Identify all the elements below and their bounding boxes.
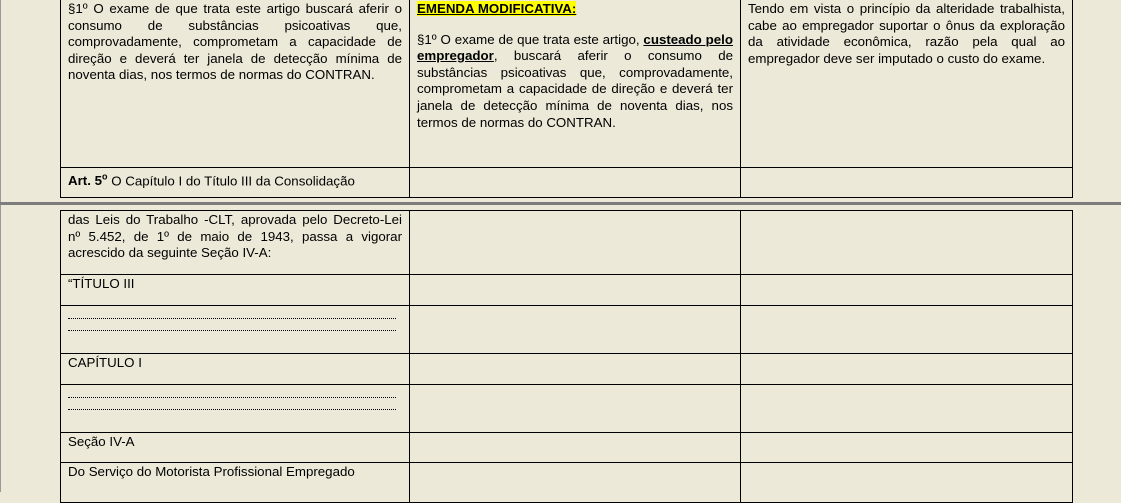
table-row (61, 433, 1073, 463)
empty-cell (410, 211, 741, 275)
empty-cell (741, 463, 1073, 503)
section-title-cell: Do Serviço do Motorista Profissional Empregado (61, 463, 410, 503)
table-row (61, 385, 1073, 433)
empty-cell (741, 433, 1073, 463)
empty-cell (741, 306, 1073, 354)
dotted-line (68, 386, 396, 398)
table-row (61, 211, 1073, 275)
original-text-cell (61, 0, 410, 167)
empty-cell (410, 275, 741, 306)
table-row (61, 354, 1073, 385)
original-paragraph: §1º O exame de que trata este artigo buscará aferir o consumo de substâncias psicoativas que, comprovadamente, comprometam a capacidade de direção e deverá ter janela de detecção mínima de noventa dias, nos termos de normas do CONTRAN. (68, 1, 402, 83)
table-row (61, 0, 1073, 167)
empty-cell (410, 306, 741, 354)
amendment-paragraph: §1º O exame de que trata este artigo, custeado pelo empregador, buscará aferir o consumo de substâncias psicoativas que, comprovadamente, comprometam a capacidade de direção e deverá ter janela de detecção mínima de noventa dias, nos termos de normas do CONTRAN. (417, 31, 733, 130)
article-continuation-cell: das Leis do Trabalho -CLT, aprovada pelo Decreto-Lei nº 5.452, de 1º de maio de 1943, passa a vigorar acrescido da seguinte Seção IV-A: (61, 211, 410, 275)
amendment-heading: EMENDA MODIFICATIVA: (417, 1, 577, 16)
chapter-heading-cell: CAPÍTULO I (61, 354, 410, 385)
empty-cell (410, 433, 741, 463)
article-cell (61, 167, 410, 197)
empty-cell (741, 211, 1073, 275)
article-text: O Capítulo I do Título III da Consolidação (107, 172, 355, 188)
empty-cell (410, 385, 741, 433)
empty-cell (410, 354, 741, 385)
empty-cell (410, 463, 741, 503)
dotted-line (68, 398, 396, 410)
empty-cell (741, 385, 1073, 433)
empty-cell (741, 354, 1073, 385)
page-left-edge (0, 0, 1, 492)
empty-cell (741, 275, 1073, 306)
amendment-cell (410, 0, 741, 167)
justification-cell (741, 0, 1073, 167)
section-heading-cell: Seção IV-A (61, 433, 410, 463)
table-row (61, 306, 1073, 354)
empty-cell (410, 167, 741, 197)
article-label: Art. 5$^o$ (68, 171, 108, 188)
comparison-table-bottom (60, 210, 1073, 503)
title-heading-cell: “TÍTULO III (61, 275, 410, 306)
empty-cell (741, 167, 1073, 197)
table-row (61, 275, 1073, 306)
comparison-table-top (60, 0, 1073, 198)
ellipsis-cell (61, 306, 410, 354)
justification-paragraph: Tendo em vista o princípio da alteridade trabalhista, cabe ao empregador suportar o ônus da exploração da atividade econômica, razão pela qual ao empregador deve ser imputado o custo do exame. (748, 1, 1065, 66)
dotted-line (68, 307, 396, 319)
dotted-line (68, 319, 396, 331)
table-row (61, 463, 1073, 503)
table-row (61, 167, 1073, 197)
page-break (0, 202, 1121, 205)
amendment-emphasis: custeado pelo empregador (417, 31, 733, 64)
ellipsis-cell (61, 385, 410, 433)
